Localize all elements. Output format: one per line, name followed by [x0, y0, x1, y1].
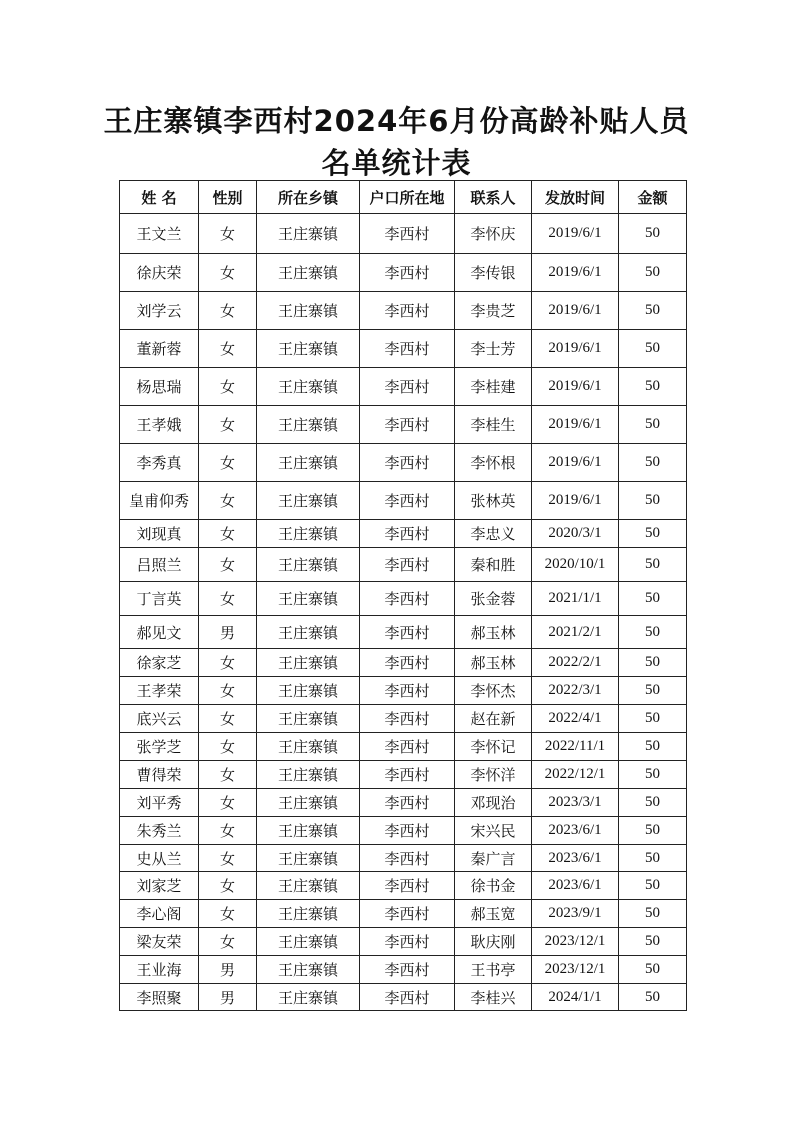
cell-contact: 邓现治 — [455, 789, 532, 817]
cell-name: 徐家芝 — [120, 649, 199, 677]
cell-contact: 王书亭 — [455, 956, 532, 984]
header-row — [120, 181, 687, 214]
cell-residence: 李西村 — [360, 548, 455, 582]
cell-township: 王庄寨镇 — [257, 984, 360, 1011]
cell-contact: 李士芳 — [455, 330, 532, 368]
cell-amount: 50 — [619, 789, 687, 817]
cell-gender: 女 — [199, 582, 257, 616]
cell-gender: 女 — [199, 482, 257, 520]
cell-township: 王庄寨镇 — [257, 548, 360, 582]
table-row — [120, 548, 687, 582]
cell-issue-date: 2019/6/1 — [532, 292, 619, 330]
cell-issue-date: 2020/3/1 — [532, 520, 619, 548]
cell-contact: 李桂兴 — [455, 984, 532, 1011]
cell-contact: 郝玉宽 — [455, 900, 532, 928]
cell-amount: 50 — [619, 582, 687, 616]
cell-residence: 李西村 — [360, 368, 455, 406]
cell-residence: 李西村 — [360, 872, 455, 900]
cell-residence: 李西村 — [360, 845, 455, 872]
header-issue-date: 发放时间 — [532, 181, 619, 214]
cell-name: 朱秀兰 — [120, 817, 199, 845]
cell-contact: 李桂生 — [455, 406, 532, 444]
cell-amount: 50 — [619, 548, 687, 582]
cell-residence: 李西村 — [360, 214, 455, 254]
cell-issue-date: 2023/12/1 — [532, 956, 619, 984]
cell-amount: 50 — [619, 677, 687, 705]
cell-amount: 50 — [619, 444, 687, 482]
cell-township: 王庄寨镇 — [257, 616, 360, 649]
cell-gender: 女 — [199, 444, 257, 482]
cell-contact: 李传银 — [455, 254, 532, 292]
table-row — [120, 845, 687, 872]
cell-contact: 赵在新 — [455, 705, 532, 733]
cell-gender: 女 — [199, 817, 257, 845]
cell-township: 王庄寨镇 — [257, 872, 360, 900]
table-row — [120, 761, 687, 789]
cell-amount: 50 — [619, 900, 687, 928]
cell-gender: 女 — [199, 928, 257, 956]
cell-amount: 50 — [619, 705, 687, 733]
cell-amount: 50 — [619, 520, 687, 548]
cell-amount: 50 — [619, 984, 687, 1011]
cell-name: 王文兰 — [120, 214, 199, 254]
cell-gender: 男 — [199, 616, 257, 649]
cell-residence: 李西村 — [360, 733, 455, 761]
cell-name: 史从兰 — [120, 845, 199, 872]
cell-residence: 李西村 — [360, 582, 455, 616]
header-township: 所在乡镇 — [257, 181, 360, 214]
cell-township: 王庄寨镇 — [257, 368, 360, 406]
cell-township: 王庄寨镇 — [257, 406, 360, 444]
cell-gender: 男 — [199, 956, 257, 984]
cell-residence: 李西村 — [360, 705, 455, 733]
cell-gender: 女 — [199, 761, 257, 789]
cell-residence: 李西村 — [360, 900, 455, 928]
cell-name: 吕照兰 — [120, 548, 199, 582]
table-row — [120, 872, 687, 900]
table-row — [120, 482, 687, 520]
cell-township: 王庄寨镇 — [257, 761, 360, 789]
cell-name: 刘家芝 — [120, 872, 199, 900]
cell-name: 底兴云 — [120, 705, 199, 733]
cell-gender: 女 — [199, 900, 257, 928]
cell-issue-date: 2019/6/1 — [532, 254, 619, 292]
cell-contact: 徐书金 — [455, 872, 532, 900]
table-row — [120, 677, 687, 705]
cell-contact: 郝玉林 — [455, 616, 532, 649]
cell-township: 王庄寨镇 — [257, 254, 360, 292]
cell-contact: 李怀杰 — [455, 677, 532, 705]
document-title: 王庄寨镇李西村2024年6月份高龄补贴人员 — [103, 104, 690, 138]
cell-issue-date: 2019/6/1 — [532, 214, 619, 254]
cell-name: 王孝娥 — [120, 406, 199, 444]
table-row — [120, 705, 687, 733]
cell-residence: 李西村 — [360, 482, 455, 520]
cell-gender: 女 — [199, 872, 257, 900]
table-row — [120, 444, 687, 482]
cell-amount: 50 — [619, 616, 687, 649]
cell-residence: 李西村 — [360, 677, 455, 705]
header-registered-residence: 户口所在地 — [360, 181, 455, 214]
cell-issue-date: 2023/12/1 — [532, 928, 619, 956]
cell-township: 王庄寨镇 — [257, 956, 360, 984]
cell-gender: 女 — [199, 548, 257, 582]
cell-issue-date: 2022/2/1 — [532, 649, 619, 677]
cell-name: 董新蓉 — [120, 330, 199, 368]
cell-contact: 张林英 — [455, 482, 532, 520]
table-row — [120, 214, 687, 254]
cell-contact: 李怀根 — [455, 444, 532, 482]
cell-residence: 李西村 — [360, 649, 455, 677]
table-row — [120, 984, 687, 1011]
cell-residence: 李西村 — [360, 789, 455, 817]
document-subtitle: 名单统计表 — [321, 146, 472, 180]
cell-residence: 李西村 — [360, 956, 455, 984]
cell-issue-date: 2021/2/1 — [532, 616, 619, 649]
cell-township: 王庄寨镇 — [257, 900, 360, 928]
cell-gender: 女 — [199, 705, 257, 733]
cell-name: 刘学云 — [120, 292, 199, 330]
cell-issue-date: 2019/6/1 — [532, 368, 619, 406]
cell-gender: 男 — [199, 984, 257, 1011]
table-row — [120, 817, 687, 845]
cell-issue-date: 2022/3/1 — [532, 677, 619, 705]
cell-amount: 50 — [619, 845, 687, 872]
cell-name: 李照聚 — [120, 984, 199, 1011]
cell-name: 刘平秀 — [120, 789, 199, 817]
cell-township: 王庄寨镇 — [257, 789, 360, 817]
cell-gender: 女 — [199, 789, 257, 817]
cell-residence: 李西村 — [360, 616, 455, 649]
cell-issue-date: 2019/6/1 — [532, 330, 619, 368]
cell-name: 王业海 — [120, 956, 199, 984]
cell-township: 王庄寨镇 — [257, 482, 360, 520]
cell-amount: 50 — [619, 649, 687, 677]
table-row — [120, 582, 687, 616]
cell-issue-date: 2023/9/1 — [532, 900, 619, 928]
cell-gender: 女 — [199, 733, 257, 761]
cell-gender: 女 — [199, 406, 257, 444]
cell-amount: 50 — [619, 292, 687, 330]
cell-township: 王庄寨镇 — [257, 677, 360, 705]
cell-issue-date: 2022/4/1 — [532, 705, 619, 733]
table-row — [120, 292, 687, 330]
subsidy-table — [119, 180, 687, 1011]
cell-issue-date: 2023/6/1 — [532, 872, 619, 900]
cell-residence: 李西村 — [360, 928, 455, 956]
header-gender: 性别 — [199, 181, 257, 214]
cell-name: 李心阁 — [120, 900, 199, 928]
table-row — [120, 330, 687, 368]
cell-name: 刘现真 — [120, 520, 199, 548]
cell-contact: 郝玉林 — [455, 649, 532, 677]
cell-residence: 李西村 — [360, 984, 455, 1011]
cell-gender: 女 — [199, 520, 257, 548]
cell-contact: 李桂建 — [455, 368, 532, 406]
cell-amount: 50 — [619, 817, 687, 845]
cell-township: 王庄寨镇 — [257, 520, 360, 548]
table-row — [120, 616, 687, 649]
cell-gender: 女 — [199, 368, 257, 406]
cell-issue-date: 2022/12/1 — [532, 761, 619, 789]
cell-issue-date: 2019/6/1 — [532, 406, 619, 444]
cell-issue-date: 2023/3/1 — [532, 789, 619, 817]
table-row — [120, 406, 687, 444]
cell-amount: 50 — [619, 733, 687, 761]
cell-name: 郝见文 — [120, 616, 199, 649]
cell-gender: 女 — [199, 292, 257, 330]
cell-amount: 50 — [619, 761, 687, 789]
cell-residence: 李西村 — [360, 254, 455, 292]
cell-gender: 女 — [199, 254, 257, 292]
cell-contact: 李贵芝 — [455, 292, 532, 330]
cell-township: 王庄寨镇 — [257, 705, 360, 733]
table-row — [120, 956, 687, 984]
cell-gender: 女 — [199, 677, 257, 705]
cell-township: 王庄寨镇 — [257, 582, 360, 616]
cell-amount: 50 — [619, 406, 687, 444]
header-contact: 联系人 — [455, 181, 532, 214]
cell-residence: 李西村 — [360, 520, 455, 548]
cell-gender: 女 — [199, 214, 257, 254]
cell-residence: 李西村 — [360, 444, 455, 482]
cell-amount: 50 — [619, 368, 687, 406]
cell-contact: 宋兴民 — [455, 817, 532, 845]
table-row — [120, 789, 687, 817]
cell-name: 徐庆荣 — [120, 254, 199, 292]
cell-contact: 李怀洋 — [455, 761, 532, 789]
cell-township: 王庄寨镇 — [257, 928, 360, 956]
cell-township: 王庄寨镇 — [257, 649, 360, 677]
cell-name: 曹得荣 — [120, 761, 199, 789]
cell-gender: 女 — [199, 649, 257, 677]
cell-amount: 50 — [619, 872, 687, 900]
cell-issue-date: 2023/6/1 — [532, 817, 619, 845]
cell-township: 王庄寨镇 — [257, 845, 360, 872]
cell-contact: 耿庆刚 — [455, 928, 532, 956]
cell-residence: 李西村 — [360, 817, 455, 845]
table-row — [120, 254, 687, 292]
cell-amount: 50 — [619, 254, 687, 292]
cell-township: 王庄寨镇 — [257, 444, 360, 482]
cell-residence: 李西村 — [360, 406, 455, 444]
table-row — [120, 928, 687, 956]
cell-issue-date: 2021/1/1 — [532, 582, 619, 616]
cell-issue-date: 2020/10/1 — [532, 548, 619, 582]
cell-issue-date: 2019/6/1 — [532, 444, 619, 482]
cell-residence: 李西村 — [360, 330, 455, 368]
cell-contact: 李怀记 — [455, 733, 532, 761]
cell-contact: 秦和胜 — [455, 548, 532, 582]
header-name: 姓 名 — [120, 181, 199, 214]
cell-residence: 李西村 — [360, 292, 455, 330]
cell-name: 皇甫仰秀 — [120, 482, 199, 520]
header-amount: 金额 — [619, 181, 687, 214]
table-row — [120, 900, 687, 928]
cell-amount: 50 — [619, 956, 687, 984]
cell-gender: 女 — [199, 330, 257, 368]
cell-residence: 李西村 — [360, 761, 455, 789]
cell-township: 王庄寨镇 — [257, 733, 360, 761]
cell-name: 梁友荣 — [120, 928, 199, 956]
cell-issue-date: 2023/6/1 — [532, 845, 619, 872]
cell-name: 丁言英 — [120, 582, 199, 616]
table-row — [120, 733, 687, 761]
cell-amount: 50 — [619, 928, 687, 956]
cell-issue-date: 2022/11/1 — [532, 733, 619, 761]
cell-amount: 50 — [619, 482, 687, 520]
cell-contact: 秦广言 — [455, 845, 532, 872]
cell-amount: 50 — [619, 330, 687, 368]
cell-contact: 李怀庆 — [455, 214, 532, 254]
cell-township: 王庄寨镇 — [257, 214, 360, 254]
cell-township: 王庄寨镇 — [257, 817, 360, 845]
cell-issue-date: 2019/6/1 — [532, 482, 619, 520]
cell-name: 张学芝 — [120, 733, 199, 761]
cell-name: 杨思瑞 — [120, 368, 199, 406]
table-row — [120, 520, 687, 548]
cell-name: 李秀真 — [120, 444, 199, 482]
cell-gender: 女 — [199, 845, 257, 872]
table-row — [120, 649, 687, 677]
table-row — [120, 368, 687, 406]
cell-township: 王庄寨镇 — [257, 330, 360, 368]
cell-amount: 50 — [619, 214, 687, 254]
cell-name: 王孝荣 — [120, 677, 199, 705]
cell-contact: 李忠义 — [455, 520, 532, 548]
cell-issue-date: 2024/1/1 — [532, 984, 619, 1011]
cell-township: 王庄寨镇 — [257, 292, 360, 330]
cell-contact: 张金蓉 — [455, 582, 532, 616]
